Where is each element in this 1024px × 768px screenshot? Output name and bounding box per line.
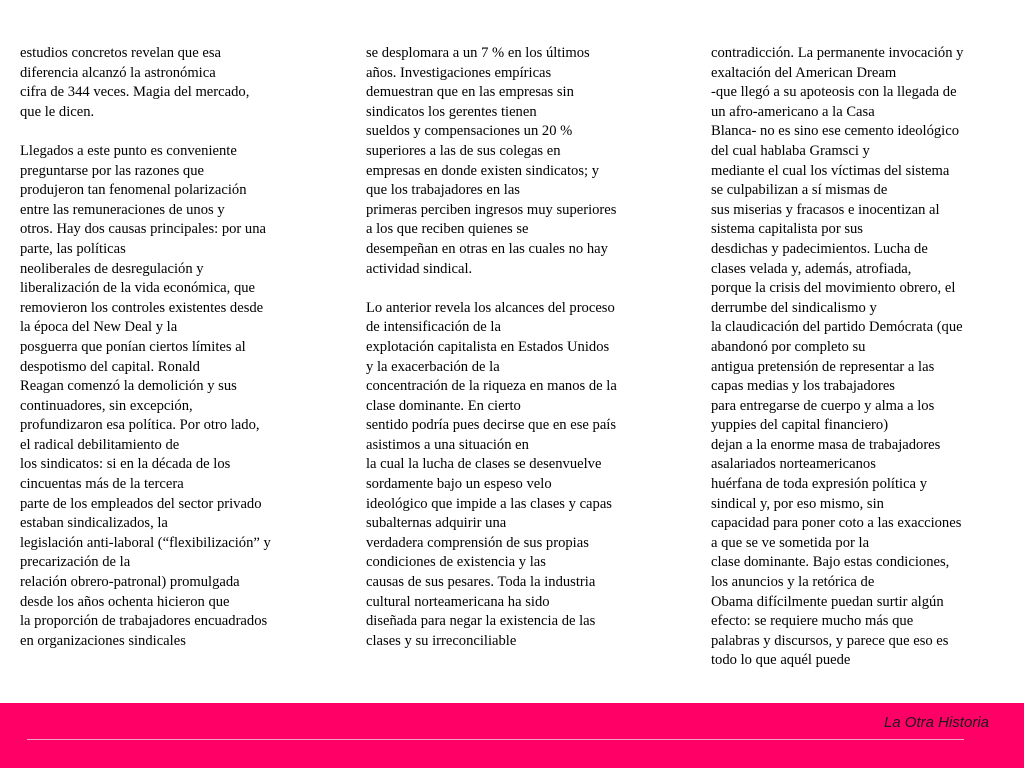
text-line: y la exacerbación de la — [366, 358, 500, 375]
text-line: posguerra que ponían ciertos límites al — [20, 338, 246, 355]
text-line: parte de los empleados del sector privado — [20, 495, 262, 512]
text-line: superiores a las de sus colegas en — [366, 142, 561, 159]
text-line: contradicción. La permanente invocación y — [711, 45, 964, 61]
text-line: sistema capitalista por sus — [711, 221, 863, 238]
text-line: liberalización de la vida económica, que — [20, 280, 256, 297]
text-line: abandonó por completo su — [711, 338, 866, 355]
text-line: preguntarse por las razones que — [20, 162, 204, 179]
footer-divider — [27, 739, 964, 740]
text-line: el radical debilitamiento de — [20, 436, 180, 453]
text-line: estudios concretos revelan que esa — [20, 45, 221, 61]
text-line: la época del New Deal y la — [20, 319, 178, 336]
text-line: profundizaron esa política. Por otro lado, — [20, 417, 260, 434]
text-line: produjeron tan fenomenal polarización — [20, 182, 247, 199]
footer-band — [0, 703, 1024, 768]
text-line: removieron los controles existentes desde — [20, 299, 264, 316]
text-line: huérfana de toda expresión política y — [711, 476, 927, 493]
text-column-2 — [366, 44, 666, 651]
text-line: desdichas y padecimientos. Lucha de — [711, 240, 928, 257]
footer-title: La Otra Historia — [883, 714, 989, 731]
text-line: se culpabilizan a sí mismas de — [711, 182, 888, 199]
text-line: concentración de la riqueza en manos de la — [366, 378, 617, 395]
text-line: palabras y discursos, y parece que eso es — [711, 632, 949, 649]
text-line: sus miserias y fracasos e inocentizan al — [711, 201, 940, 218]
text-line: Blanca- no es sino ese cemento ideológico — [711, 123, 960, 140]
text-line: actividad sindical. — [366, 260, 473, 277]
text-line: todo lo que aquél puede — [711, 652, 851, 669]
text-line: cultural norteamericana ha sido — [366, 593, 550, 610]
text-line: desempeñan en otras en las cuales no hay — [366, 240, 608, 257]
text-line: capacidad para poner coto a las exacciones — [711, 515, 962, 532]
text-line: condiciones de existencia y las — [366, 554, 546, 571]
text-line: otros. Hay dos causas principales: por una — [20, 221, 267, 238]
text-line: clases y su irreconciliable — [366, 632, 517, 649]
text-line: entre las remuneraciones de unos y — [20, 201, 225, 218]
text-line: diferencia alcanzó la astronómica — [20, 64, 216, 81]
text-line: asalariados norteamericanos — [711, 456, 876, 473]
text-line: mediante el cual los víctimas del sistema — [711, 162, 950, 179]
text-line: yuppies del capital financiero) — [711, 417, 889, 434]
text-line: los sindicatos: si en la década de los — [20, 456, 231, 473]
text-line: primeras perciben ingresos muy superiores — [366, 201, 617, 218]
text-line: derrumbe del sindicalismo y — [711, 299, 877, 316]
text-line: Reagan comenzó la demolición y sus — [20, 378, 237, 395]
text-line: Obama difícilmente puedan surtir algún — [711, 593, 944, 610]
text-line: de intensificación de la — [366, 319, 501, 336]
text-line: legislación anti-laboral (“flexibilización” y — [20, 534, 271, 551]
text-line: en organizaciones sindicales — [20, 632, 186, 649]
text-column-3 — [711, 44, 1016, 671]
text-line: precarización de la — [20, 554, 131, 571]
text-line: cifra de 344 veces. Magia del mercado, — [20, 84, 250, 101]
text-line: los anuncios y la retórica de — [711, 574, 875, 591]
text-line: empresas en donde existen sindicatos; y — [366, 162, 600, 179]
text-line: porque la crisis del movimiento obrero, el — [711, 280, 956, 297]
text-line: a los que reciben quienes se — [366, 221, 529, 238]
text-line: estaban sindicalizados, la — [20, 515, 168, 532]
text-line: continuadores, sin excepción, — [20, 397, 193, 414]
text-line: se desplomara a un 7 % en los últimos — [366, 45, 590, 61]
text-line: exaltación del American Dream — [711, 64, 897, 81]
text-line: que le dicen. — [20, 103, 95, 120]
text-line: capas medias y los trabajadores — [711, 378, 895, 395]
text-line: parte, las políticas — [20, 240, 126, 257]
text-line: sordamente bajo un espeso velo — [366, 476, 552, 493]
text-line: subalternas adquirir una — [366, 515, 507, 532]
text-line: a que se ve sometida por la — [711, 534, 870, 551]
text-line: -que llegó a su apoteosis con la llegada de — [711, 84, 957, 101]
text-line: diseñada para negar la existencia de las — [366, 613, 596, 630]
text-line: dejan a la enorme masa de trabajadores — [711, 436, 941, 453]
text-line: la cual la lucha de clases se desenvuelve — [366, 456, 602, 473]
text-line: sindical y, por eso mismo, sin — [711, 495, 884, 512]
paragraph — [366, 299, 666, 652]
text-line: demuestran que en las empresas sin — [366, 84, 574, 101]
text-line: efecto: se requiere mucho más que — [711, 613, 914, 630]
text-line: relación obrero-patronal) promulgada — [20, 574, 240, 591]
text-line: verdadera comprensión de sus propias — [366, 534, 589, 551]
text-line: del cual hablaba Gramsci y — [711, 142, 870, 159]
text-line: que los trabajadores en las — [366, 182, 520, 199]
text-line: antigua pretensión de representar a las — [711, 358, 935, 375]
text-line: un afro-americano a la Casa — [711, 103, 875, 120]
text-column-1 — [20, 44, 320, 651]
text-line: años. Investigaciones empíricas — [366, 64, 552, 81]
text-line: desde los años ochenta hicieron que — [20, 593, 230, 610]
text-line: la claudicación del partido Demócrata (que — [711, 319, 963, 336]
text-line: ideológico que impide a las clases y capas — [366, 495, 612, 512]
text-line: sindicatos los gerentes tienen — [366, 103, 537, 120]
text-line: causas de sus pesares. Toda la industria — [366, 574, 596, 591]
text-line: clase dominante. En cierto — [366, 397, 521, 414]
paragraph — [20, 44, 320, 122]
text-line: neoliberales de desregulación y — [20, 260, 204, 277]
text-line: cincuentas más de la tercera — [20, 476, 184, 493]
text-line: despotismo del capital. Ronald — [20, 358, 200, 375]
text-line: sentido podría pues decirse que en ese país — [366, 417, 617, 434]
text-line: para entregarse de cuerpo y alma a los — [711, 397, 935, 414]
paragraph — [366, 44, 666, 279]
text-line: Lo anterior revela los alcances del proceso — [366, 299, 615, 316]
text-line: sueldos y compensaciones un 20 % — [366, 123, 573, 140]
paragraph — [711, 44, 1016, 671]
text-line: la proporción de trabajadores encuadrados — [20, 613, 268, 630]
text-line: asistimos a una situación en — [366, 436, 529, 453]
text-line: explotación capitalista en Estados Unidos — [366, 338, 610, 355]
paragraph — [20, 142, 320, 651]
text-line: clases velada y, además, atrofiada, — [711, 260, 912, 277]
text-line: clase dominante. Bajo estas condiciones, — [711, 554, 950, 571]
text-line: Llegados a este punto es conveniente — [20, 142, 237, 159]
